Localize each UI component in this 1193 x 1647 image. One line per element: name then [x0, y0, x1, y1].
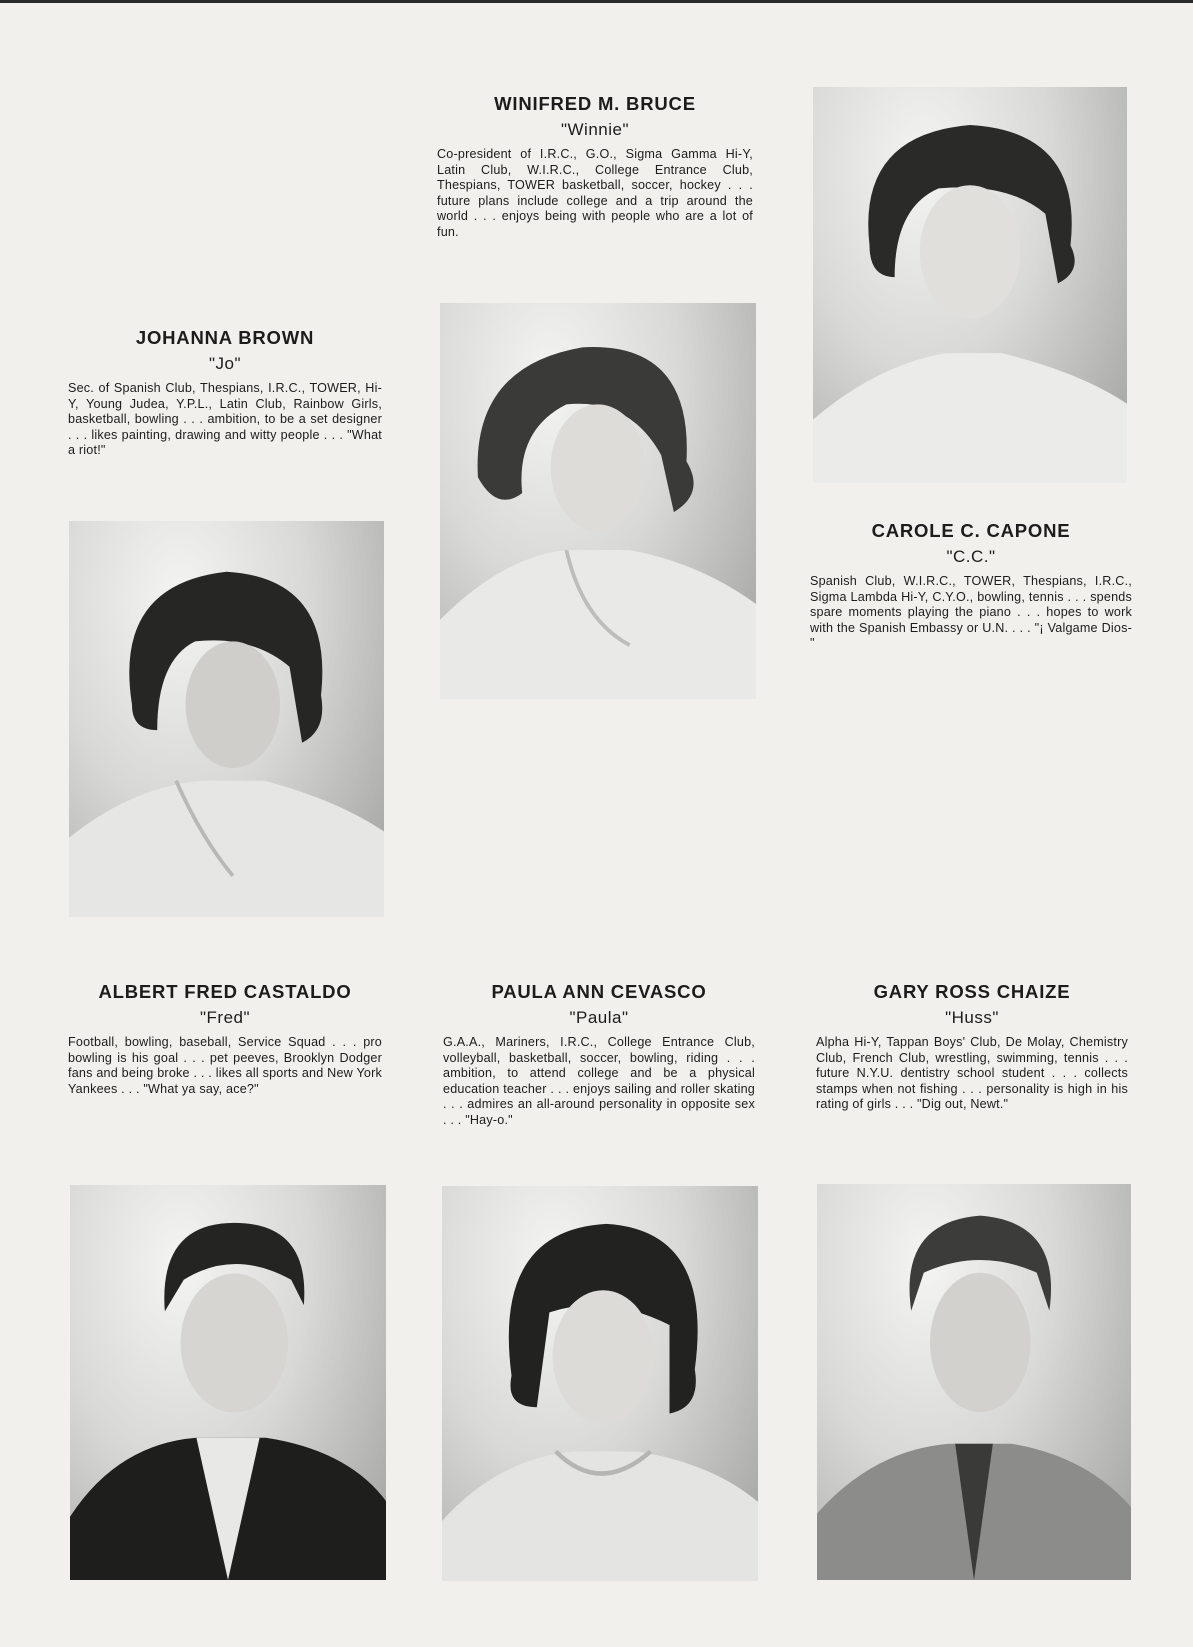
portrait-image	[69, 521, 384, 917]
photo-carole	[813, 87, 1127, 483]
entry-paula-text	[443, 980, 755, 1129]
student-nickname: "Winnie"	[560, 120, 630, 139]
student-bio: Spanish Club, W.I.R.C., TOWER, Thespians, I.R.C., Sigma Lambda Hi-Y, C.Y.O., bowling, tennis . . . spends spare moments playing the piano . . . hopes to work with the Spanish Embassy or U.N. . . . "¡ Valgame Dios-"	[810, 574, 1132, 651]
student-nickname: "Paula"	[569, 1008, 629, 1027]
entry-gary-text	[816, 980, 1128, 1113]
entry-albert-text	[68, 980, 382, 1097]
portrait-image	[70, 1185, 386, 1580]
photo-gary	[817, 1184, 1131, 1580]
student-bio: Sec. of Spanish Club, Thespians, I.R.C., TOWER, Hi-Y, Young Judea, Y.P.L., Latin Club, Rainbow Girls, basketball, bowling . . . ambition, to be a set designer . . . likes painting, drawing and witty people . . . "What a riot!"	[68, 381, 382, 458]
student-name: JOHANNA BROWN	[135, 327, 315, 348]
student-bio: Co-president of I.R.C., G.O., Sigma Gamma Hi-Y, Latin Club, W.I.R.C., College Entrance Club, Thespians, TOWER basketball, soccer, hockey . . . future plans include college and a trip around the world . . . enjoys being with people who are a lot of fun.	[437, 147, 753, 239]
page-top-rule	[0, 0, 1193, 3]
student-nickname: "Fred"	[199, 1008, 251, 1027]
portrait-image	[813, 87, 1127, 483]
photo-winifred	[440, 303, 756, 699]
entry-johanna-text	[68, 326, 382, 459]
entry-winifred-text	[437, 92, 753, 241]
entry-carole-text	[810, 519, 1132, 652]
student-bio: G.A.A., Mariners, I.R.C., College Entrance Club, volleyball, basketball, soccer, bowling, riding . . . ambition, to attend college and be a physical education teacher . . . enjoys sailing and roller skating . . . admires an all-around personality in opposite sex . . . "Hay-o."	[443, 1035, 755, 1127]
portrait-image	[440, 303, 756, 699]
portrait-image	[817, 1184, 1131, 1580]
student-nickname: "Jo"	[208, 354, 242, 373]
student-bio: Alpha Hi-Y, Tappan Boys' Club, De Molay, Chemistry Club, French Club, wrestling, swimming, tennis . . . future N.Y.U. dentistry school student . . . collects stamps when not fishing . . . personality is high in his rating of girls . . . "Dig out, Newt."	[816, 1035, 1128, 1112]
student-name: WINIFRED M. BRUCE	[494, 93, 696, 114]
student-nickname: "C.C."	[946, 547, 996, 566]
student-name: CAROLE C. CAPONE	[871, 520, 1071, 541]
photo-paula	[442, 1186, 758, 1581]
student-name: ALBERT FRED CASTALDO	[98, 981, 352, 1002]
student-name: GARY ROSS CHAIZE	[873, 981, 1071, 1002]
portrait-image	[442, 1186, 758, 1581]
photo-johanna	[69, 521, 384, 917]
student-nickname: "Huss"	[945, 1008, 999, 1027]
photo-albert	[70, 1185, 386, 1580]
student-name: PAULA ANN CEVASCO	[491, 981, 707, 1002]
student-bio: Football, bowling, baseball, Service Squad . . . pro bowling is his goal . . . pet peeves, Brooklyn Dodger fans and being broke . . . likes all sports and New York Yankees . . . "What ya say, ace?"	[68, 1035, 382, 1096]
